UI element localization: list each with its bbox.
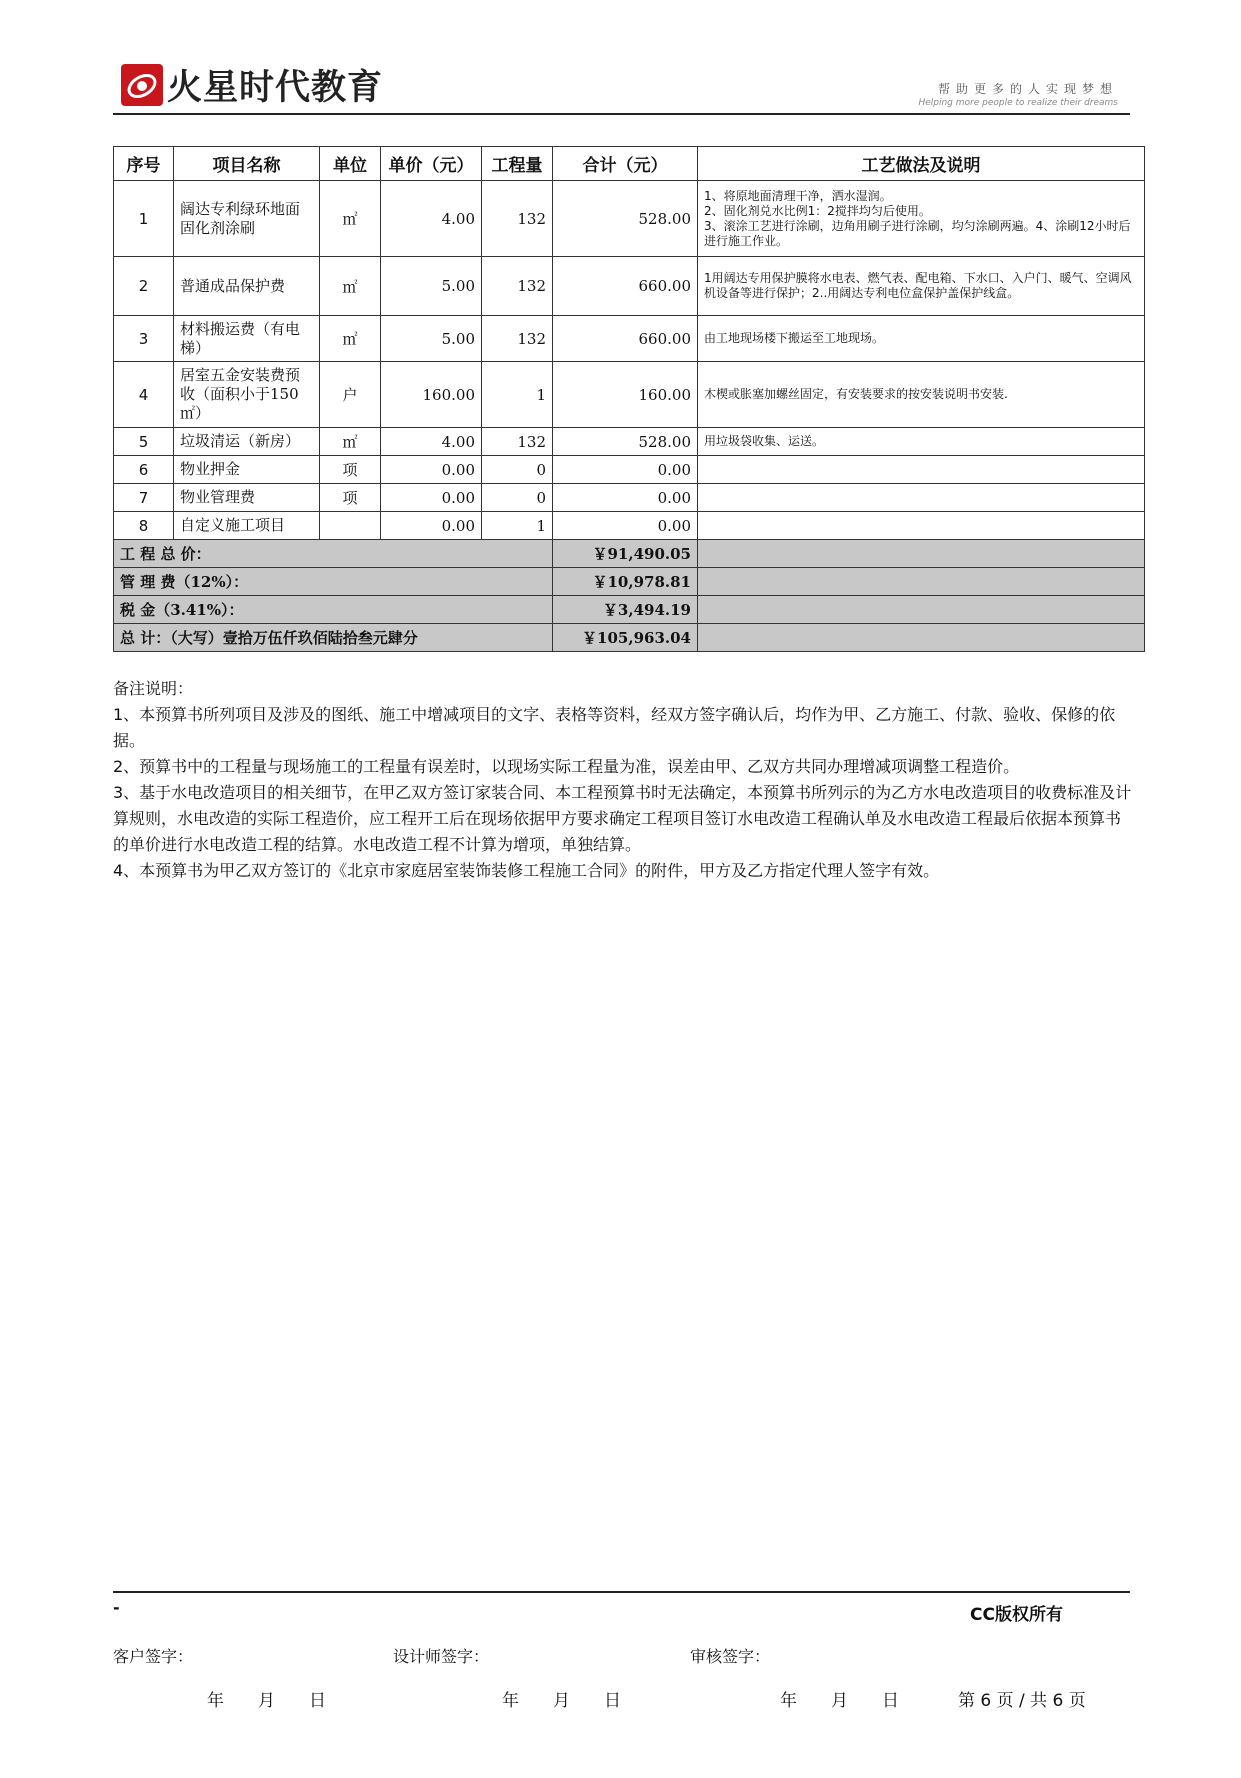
summary-blank <box>698 540 1145 568</box>
summary-value: ￥10,978.81 <box>553 568 698 596</box>
cell-total: 528.00 <box>553 428 698 456</box>
summary-row <box>114 596 1145 624</box>
designer-signature-label: 设计师签字： <box>393 1647 490 1666</box>
note-item: 4、本预算书为甲乙双方签订的《北京市家庭居室装饰装修工程施工合同》的附件，甲方及乙方指定代理人签字有效。 <box>113 861 940 880</box>
cell-name: 自定义施工项目 <box>174 512 320 540</box>
cell-desc <box>698 456 1145 484</box>
summary-blank <box>698 624 1145 652</box>
audit-date-label: 年 月 日 <box>780 1691 899 1711</box>
cell-qty: 132 <box>482 257 553 316</box>
cell-total: 160.00 <box>553 362 698 428</box>
cell-qty: 0 <box>482 456 553 484</box>
customer-date-label: 年 月 日 <box>207 1691 326 1711</box>
summary-row <box>114 568 1145 596</box>
cell-name: 垃圾清运（新房） <box>174 428 320 456</box>
table-row <box>114 428 1145 456</box>
cell-name: 材料搬运费（有电梯） <box>174 316 320 362</box>
note-item: 3、基于水电改造项目的相关细节，在甲乙双方签订家装合同、本工程预算书时无法确定，本预算书所列示的为乙方水电改造项目的收费标准及计算规则，水电改造的实际工程造价，应工程开工后在现场依据甲方要求确定工程项目签订水电改造工程确认单及水电改造工程最后依据本预算书的单价进行水电改造工程的结算。水电改造工程不计算为增项，单独结算。 <box>113 783 1132 854</box>
brand-slogan: 帮助更多的人实现梦想 <box>937 82 1118 96</box>
cell-no: 8 <box>114 512 174 540</box>
brand-name: 火星时代教育 <box>167 68 384 108</box>
cell-unit: 项 <box>320 484 381 512</box>
cell-name: 物业管理费 <box>174 484 320 512</box>
audit-signature-label: 审核签字： <box>690 1647 771 1666</box>
summary-row <box>114 624 1145 652</box>
summary-label: 管 理 费（12%）： <box>114 568 553 596</box>
notes-section <box>113 676 1133 884</box>
cell-no: 6 <box>114 456 174 484</box>
cell-no: 4 <box>114 362 174 428</box>
footer-divider <box>113 1591 1130 1593</box>
cell-qty: 1 <box>482 512 553 540</box>
page-number: 第 6 页 / 共 6 页 <box>958 1691 1086 1711</box>
cell-desc: 由工地现场楼下搬运至工地现场。 <box>698 316 1145 362</box>
brand-slogan-en: Helping more people to realize their dreams <box>918 98 1118 108</box>
summary-value: ￥91,490.05 <box>553 540 698 568</box>
cell-desc: 木楔或胀塞加螺丝固定，有安装要求的按安装说明书安装. <box>698 362 1145 428</box>
cell-name: 阔达专利绿环地面固化剂涂刷 <box>174 181 320 257</box>
copyright-text: CC版权所有 <box>970 1605 1063 1625</box>
summary-value: ￥105,963.04 <box>553 624 698 652</box>
cell-no: 7 <box>114 484 174 512</box>
table-row <box>114 257 1145 316</box>
col-header-total: 合计（元） <box>553 147 698 181</box>
cell-price: 0.00 <box>381 512 482 540</box>
summary-value: ￥3,494.19 <box>553 596 698 624</box>
table-header-row <box>114 147 1145 181</box>
table-row <box>114 484 1145 512</box>
cell-unit <box>320 512 381 540</box>
col-header-name: 项目名称 <box>174 147 320 181</box>
summary-label: 税 金（3.41%）： <box>114 596 553 624</box>
budget-table <box>113 146 1145 652</box>
cell-qty: 132 <box>482 316 553 362</box>
table-row <box>114 316 1145 362</box>
summary-row <box>114 540 1145 568</box>
col-header-desc: 工艺做法及说明 <box>698 147 1145 181</box>
cell-unit: 户 <box>320 362 381 428</box>
col-header-unit: 单位 <box>320 147 381 181</box>
cell-total: 660.00 <box>553 257 698 316</box>
summary-blank <box>698 596 1145 624</box>
cell-desc <box>698 484 1145 512</box>
note-item: 2、预算书中的工程量与现场施工的工程量有误差时，以现场实际工程量为准，误差由甲、乙双方共同办理增减项调整工程造价。 <box>113 757 1020 776</box>
table-row <box>114 362 1145 428</box>
cell-qty: 0 <box>482 484 553 512</box>
cell-unit: ㎡ <box>320 181 381 257</box>
cell-desc: 用垃圾袋收集、运送。 <box>698 428 1145 456</box>
cell-no: 5 <box>114 428 174 456</box>
cell-price: 0.00 <box>381 484 482 512</box>
cell-name: 物业押金 <box>174 456 320 484</box>
cell-price: 4.00 <box>381 428 482 456</box>
table-row <box>114 512 1145 540</box>
cell-no: 2 <box>114 257 174 316</box>
cell-no: 3 <box>114 316 174 362</box>
cell-qty: 132 <box>482 181 553 257</box>
cell-price: 5.00 <box>381 257 482 316</box>
cell-name: 居室五金安装费预收（面积小于150㎡） <box>174 362 320 428</box>
summary-label: 总 计：（大写）壹拾万伍仟玖佰陆拾叁元肆分 <box>114 624 553 652</box>
cell-unit: ㎡ <box>320 428 381 456</box>
footer-dash: - <box>113 1598 120 1617</box>
note-item: 1、本预算书所列项目及涉及的图纸、施工中增减项目的文字、表格等资料，经双方签字确认后，均作为甲、乙方施工、付款、验收、保修的依据。 <box>113 705 1116 750</box>
cell-total: 528.00 <box>553 181 698 257</box>
cell-price: 0.00 <box>381 456 482 484</box>
col-header-price: 单价（元） <box>381 147 482 181</box>
cell-total: 0.00 <box>553 484 698 512</box>
brand-logo-icon <box>121 64 163 106</box>
table-row <box>114 456 1145 484</box>
col-header-no: 序号 <box>114 147 174 181</box>
col-header-qty: 工程量 <box>482 147 553 181</box>
designer-date-label: 年 月 日 <box>502 1691 621 1711</box>
table-row <box>114 181 1145 257</box>
summary-blank <box>698 568 1145 596</box>
cell-qty: 132 <box>482 428 553 456</box>
page-header <box>113 54 1130 114</box>
cell-price: 160.00 <box>381 362 482 428</box>
cell-price: 4.00 <box>381 181 482 257</box>
cell-name: 普通成品保护费 <box>174 257 320 316</box>
cell-total: 660.00 <box>553 316 698 362</box>
cell-total: 0.00 <box>553 512 698 540</box>
cell-price: 5.00 <box>381 316 482 362</box>
cell-desc <box>698 512 1145 540</box>
cell-no: 1 <box>114 181 174 257</box>
cell-unit: ㎡ <box>320 316 381 362</box>
cell-qty: 1 <box>482 362 553 428</box>
header-divider <box>113 113 1130 115</box>
notes-title: 备注说明： <box>113 679 194 698</box>
cell-desc: 1、将原地面清理干净，洒水湿润。 2、固化剂兑水比例1：2搅拌均匀后使用。 3、滚涂工艺进行涂刷，边角用刷子进行涂刷，均匀涂刷两遍。4、涂刷12小时后进行施工作业。 <box>698 181 1145 257</box>
customer-signature-label: 客户签字： <box>113 1647 194 1666</box>
cell-unit: 项 <box>320 456 381 484</box>
cell-total: 0.00 <box>553 456 698 484</box>
cell-unit: ㎡ <box>320 257 381 316</box>
summary-label: 工 程 总 价： <box>114 540 553 568</box>
cell-desc: 1用阔达专用保护膜将水电表、燃气表、配电箱、下水口、入户门、暖气、空调风机设备等进行保护；2..用阔达专利电位盒保护盖保护线盒。 <box>698 257 1145 316</box>
